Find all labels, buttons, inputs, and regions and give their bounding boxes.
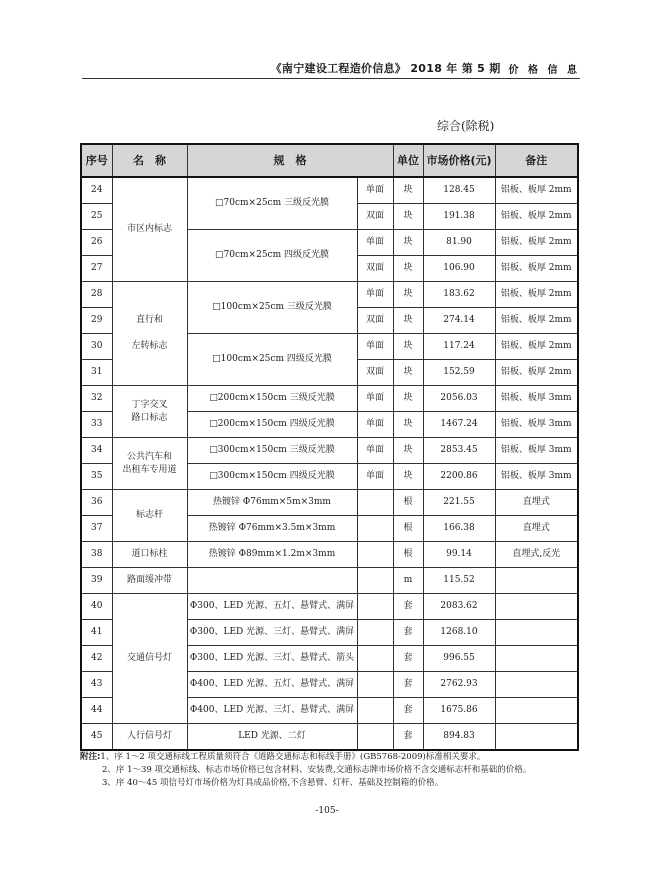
item-name: 道口标柱 xyxy=(112,542,187,568)
table-row xyxy=(81,438,578,464)
item-price: 106.90 xyxy=(423,256,495,282)
item-note: 铝板、板厚 2mm xyxy=(495,256,578,282)
table-row xyxy=(81,386,578,412)
item-note: 直埋式 xyxy=(495,490,578,516)
item-note: 铝板、板厚 3mm xyxy=(495,386,578,412)
row-number: 40 xyxy=(81,594,112,620)
row-number: 31 xyxy=(81,360,112,386)
item-price: 128.45 xyxy=(423,177,495,204)
footnote-line xyxy=(80,777,580,790)
item-spec: □100cm×25cm 三级反光膜 xyxy=(187,282,357,334)
item-note: 铝板、板厚 3mm xyxy=(495,412,578,438)
item-face: 双面 xyxy=(357,308,393,334)
item-spec: □70cm×25cm 三级反光膜 xyxy=(187,177,357,230)
item-note: 直埋式 xyxy=(495,516,578,542)
item-price: 2762.93 xyxy=(423,672,495,698)
item-spec: Φ300、LED 光源、三灯、悬臂式、箭头 xyxy=(187,646,357,672)
price-table xyxy=(80,143,579,751)
row-number: 34 xyxy=(81,438,112,464)
footnote-line xyxy=(80,751,580,764)
table-caption: 综合(除税) xyxy=(437,119,495,133)
table-row xyxy=(81,282,578,308)
item-face: 双面 xyxy=(357,360,393,386)
column-header-unit: 单位 xyxy=(393,144,423,177)
item-face: 单面 xyxy=(357,386,393,412)
row-number: 28 xyxy=(81,282,112,308)
table-row xyxy=(81,724,578,751)
item-unit: 套 xyxy=(393,646,423,672)
item-price: 1268.10 xyxy=(423,620,495,646)
item-note: 铝板、板厚 2mm xyxy=(495,308,578,334)
row-number: 43 xyxy=(81,672,112,698)
row-number: 38 xyxy=(81,542,112,568)
item-unit: 块 xyxy=(393,308,423,334)
item-unit: 块 xyxy=(393,464,423,490)
item-face: 单面 xyxy=(357,438,393,464)
item-price: 2853.45 xyxy=(423,438,495,464)
item-unit: 套 xyxy=(393,724,423,751)
row-number: 41 xyxy=(81,620,112,646)
item-name: 丁字交叉 路口标志 xyxy=(112,386,187,438)
item-unit: 块 xyxy=(393,386,423,412)
table-header-row xyxy=(81,144,578,177)
publication-title: 《南宁建设工程造价信息》 2018 年 第 5 期 xyxy=(270,62,501,75)
row-number: 45 xyxy=(81,724,112,751)
item-price: 2056.03 xyxy=(423,386,495,412)
row-number: 26 xyxy=(81,230,112,256)
item-note: 铝板、板厚 3mm xyxy=(495,464,578,490)
item-face xyxy=(357,672,393,698)
item-name: 标志杆 xyxy=(112,490,187,542)
row-number: 35 xyxy=(81,464,112,490)
column-header-no: 序号 xyxy=(81,144,112,177)
item-price: 1467.24 xyxy=(423,412,495,438)
item-face xyxy=(357,594,393,620)
item-note: 铝板、板厚 2mm xyxy=(495,204,578,230)
item-spec: □100cm×25cm 四级反光膜 xyxy=(187,334,357,386)
item-face: 单面 xyxy=(357,230,393,256)
item-unit: 根 xyxy=(393,516,423,542)
column-header-note: 备注 xyxy=(495,144,578,177)
item-spec: □300cm×150cm 三级反光膜 xyxy=(187,438,357,464)
item-unit: 套 xyxy=(393,620,423,646)
item-face: 单面 xyxy=(357,282,393,308)
item-note: 铝板、板厚 2mm xyxy=(495,230,578,256)
item-spec: □300cm×150cm 四级反光膜 xyxy=(187,464,357,490)
item-price: 894.83 xyxy=(423,724,495,751)
section-title: 价 格 信 息 xyxy=(508,65,580,76)
item-unit: 块 xyxy=(393,412,423,438)
footnote-label: 附注: xyxy=(80,752,101,762)
item-face: 单面 xyxy=(357,177,393,204)
item-spec: □200cm×150cm 三级反光膜 xyxy=(187,386,357,412)
item-unit: 根 xyxy=(393,542,423,568)
item-note xyxy=(495,594,578,620)
item-price: 1675.86 xyxy=(423,698,495,724)
item-price: 274.14 xyxy=(423,308,495,334)
item-unit: 套 xyxy=(393,698,423,724)
item-spec: Φ400、LED 光源、五灯、悬臂式、满屏 xyxy=(187,672,357,698)
item-spec xyxy=(187,568,357,594)
row-number: 36 xyxy=(81,490,112,516)
item-note: 铝板、板厚 2mm xyxy=(495,177,578,204)
row-number: 24 xyxy=(81,177,112,204)
item-spec: Φ300、LED 光源、三灯、悬臂式、满屏 xyxy=(187,620,357,646)
item-face: 双面 xyxy=(357,204,393,230)
row-number: 30 xyxy=(81,334,112,360)
column-header-name: 名 称 xyxy=(112,144,187,177)
item-note xyxy=(495,646,578,672)
item-name: 市区内标志 xyxy=(112,177,187,282)
item-unit: 块 xyxy=(393,256,423,282)
item-name: 人行信号灯 xyxy=(112,724,187,751)
row-number: 32 xyxy=(81,386,112,412)
table-row xyxy=(81,490,578,516)
row-number: 25 xyxy=(81,204,112,230)
footnote-text: 3、序 40～45 项信号灯市场价格为灯具成品价格,不含悬臂、灯杆、基础及控制箱的价格。 xyxy=(102,778,444,788)
item-spec: LED 光源、二灯 xyxy=(187,724,357,751)
item-unit: 套 xyxy=(393,594,423,620)
item-face xyxy=(357,542,393,568)
item-price: 2200.86 xyxy=(423,464,495,490)
table-row xyxy=(81,177,578,204)
item-face: 双面 xyxy=(357,256,393,282)
item-unit: 块 xyxy=(393,177,423,204)
item-name: 直行和 左转标志 xyxy=(112,282,187,386)
item-price: 81.90 xyxy=(423,230,495,256)
page-number: -105- xyxy=(315,806,339,816)
item-unit: 套 xyxy=(393,672,423,698)
item-price: 115.52 xyxy=(423,568,495,594)
item-unit: 块 xyxy=(393,438,423,464)
item-face xyxy=(357,490,393,516)
item-face: 单面 xyxy=(357,334,393,360)
item-unit: 块 xyxy=(393,360,423,386)
item-spec: Φ300、LED 光源、五灯、悬臂式、满屏 xyxy=(187,594,357,620)
footnotes xyxy=(80,751,580,790)
column-header-price: 市场价格(元) xyxy=(423,144,495,177)
item-price: 152.59 xyxy=(423,360,495,386)
item-price: 117.24 xyxy=(423,334,495,360)
item-price: 996.55 xyxy=(423,646,495,672)
item-name: 路面缓冲带 xyxy=(112,568,187,594)
item-name: 公共汽车和 出租车专用道 xyxy=(112,438,187,490)
item-unit: 根 xyxy=(393,490,423,516)
item-price: 191.38 xyxy=(423,204,495,230)
item-note xyxy=(495,620,578,646)
item-face xyxy=(357,646,393,672)
row-number: 29 xyxy=(81,308,112,334)
item-price: 166.38 xyxy=(423,516,495,542)
row-number: 39 xyxy=(81,568,112,594)
item-face xyxy=(357,568,393,594)
table-row xyxy=(81,594,578,620)
item-note xyxy=(495,698,578,724)
row-number: 42 xyxy=(81,646,112,672)
item-note: 铝板、板厚 2mm xyxy=(495,282,578,308)
item-unit: 块 xyxy=(393,334,423,360)
item-spec: 热镀锌 Φ76mm×3.5m×3mm xyxy=(187,516,357,542)
item-spec: Φ400、LED 光源、三灯、悬臂式、满屏 xyxy=(187,698,357,724)
item-note: 铝板、板厚 3mm xyxy=(495,438,578,464)
table-row xyxy=(81,542,578,568)
item-face: 单面 xyxy=(357,464,393,490)
item-price: 99.14 xyxy=(423,542,495,568)
item-note: 直埋式,反光 xyxy=(495,542,578,568)
row-number: 27 xyxy=(81,256,112,282)
item-price: 221.55 xyxy=(423,490,495,516)
item-face xyxy=(357,698,393,724)
table-row xyxy=(81,568,578,594)
item-note: 铝板、板厚 2mm xyxy=(495,360,578,386)
item-unit: 块 xyxy=(393,204,423,230)
item-face: 单面 xyxy=(357,412,393,438)
item-note xyxy=(495,724,578,751)
item-spec: 热镀锌 Φ89mm×1.2m×3mm xyxy=(187,542,357,568)
running-header xyxy=(82,58,580,79)
column-header-spec: 规 格 xyxy=(187,144,393,177)
item-spec: 热镀锌 Φ76mm×5m×3mm xyxy=(187,490,357,516)
item-price: 183.62 xyxy=(423,282,495,308)
item-spec: □70cm×25cm 四级反光膜 xyxy=(187,230,357,282)
row-number: 44 xyxy=(81,698,112,724)
item-unit: 块 xyxy=(393,282,423,308)
item-unit: 块 xyxy=(393,230,423,256)
item-price: 2083.62 xyxy=(423,594,495,620)
item-note: 铝板、板厚 2mm xyxy=(495,334,578,360)
row-number: 33 xyxy=(81,412,112,438)
row-number: 37 xyxy=(81,516,112,542)
item-unit: m xyxy=(393,568,423,594)
footnote-text: 1、序 1～2 项交通标线工程质量须符合《道路交通标志和标线手册》(GB5768-2009)标准相关要求。 xyxy=(100,752,486,762)
item-face xyxy=(357,620,393,646)
item-note xyxy=(495,672,578,698)
item-face xyxy=(357,724,393,751)
item-face xyxy=(357,516,393,542)
item-note xyxy=(495,568,578,594)
footnote-line xyxy=(80,764,580,777)
item-name: 交通信号灯 xyxy=(112,594,187,724)
item-spec: □200cm×150cm 四级反光膜 xyxy=(187,412,357,438)
footnote-text: 2、序 1～39 项交通标线、标志市场价格已包含材料、安装费,交通标志牌市场价格不含交通标志杆和基础的价格。 xyxy=(102,765,532,775)
